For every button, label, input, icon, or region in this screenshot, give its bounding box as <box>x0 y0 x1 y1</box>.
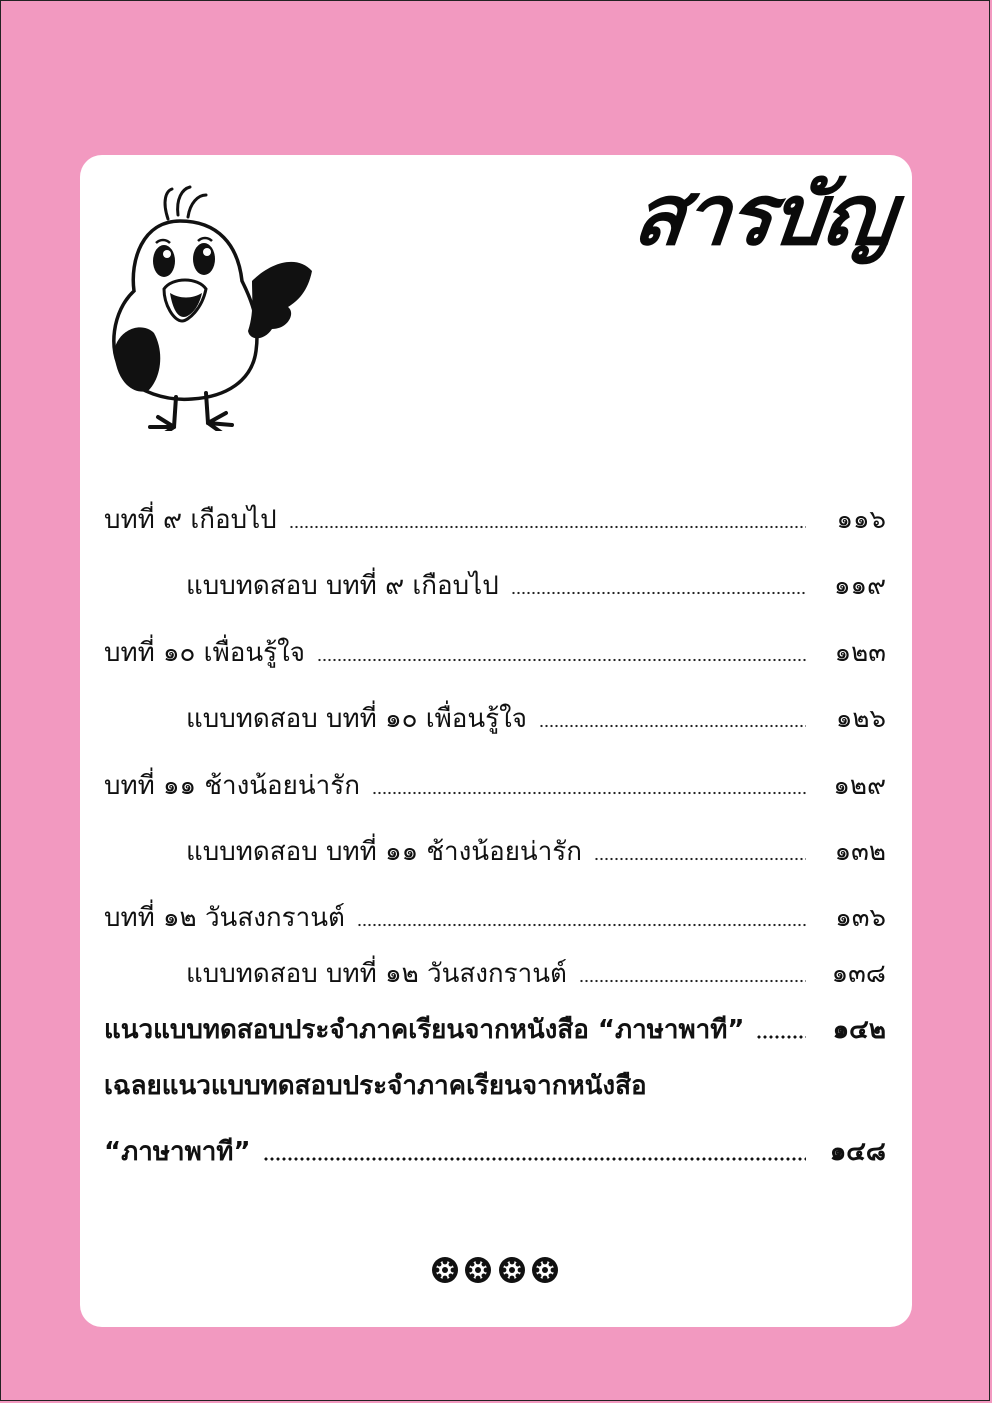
bird-mascot-icon <box>102 181 317 431</box>
toc-entry-label: บทที่ ๑๐ เพื่อนรู้ใจ <box>104 638 305 668</box>
toc-entry-page: ๑๔๒ <box>832 1015 886 1045</box>
end-ornament <box>430 1255 560 1291</box>
page-title: สารบัญ <box>628 166 898 264</box>
dot-leader <box>579 979 806 983</box>
toc-entry[interactable] <box>104 951 886 991</box>
dot-leader <box>756 1035 806 1039</box>
toc-entry-page: ๑๑๖ <box>836 505 886 535</box>
toc-entry[interactable] <box>104 829 886 869</box>
toc-entry[interactable] <box>104 630 886 670</box>
toc-entry[interactable] <box>104 763 886 803</box>
toc-entry-page: ๑๒๖ <box>835 704 886 734</box>
dot-leader <box>372 791 806 795</box>
toc-entry-page: ๑๓๒ <box>834 837 886 867</box>
toc-entry-label: บทที่ ๑๑ ช้างน้อยน่ารัก <box>104 771 360 801</box>
toc-entry[interactable] <box>104 696 886 736</box>
dot-leader <box>357 923 806 927</box>
toc-entry[interactable] <box>104 563 886 603</box>
toc-card <box>80 155 912 1327</box>
dot-leader <box>289 525 806 529</box>
dot-leader <box>539 724 806 728</box>
toc-entry-label: แบบทดสอบ บทที่ ๙ เกือบไป <box>186 571 499 601</box>
dot-leader <box>511 591 806 595</box>
toc-entry-page: ๑๒๙ <box>833 771 886 801</box>
toc-entry-page: ๑๒๓ <box>834 638 886 668</box>
toc-entry-label: บทที่ ๙ เกือบไป <box>104 505 277 535</box>
toc-entry-page: ๑๔๘ <box>829 1137 886 1167</box>
dot-leader <box>263 1157 806 1161</box>
toc-entry[interactable] <box>104 895 886 935</box>
flower-ornament-icon <box>430 1255 460 1285</box>
toc-entry-label: แนวแบบทดสอบประจำภาคเรียนจากหนังสือ “ภาษาพาที” <box>104 1015 745 1045</box>
toc-entry-page: ๑๓๘ <box>831 959 886 989</box>
toc-entry-label: “ภาษาพาที” <box>104 1137 251 1167</box>
toc-entry-page: ๑๓๖ <box>835 903 886 933</box>
dot-leader <box>317 658 806 662</box>
toc-entry-page: ๑๑๙ <box>833 571 886 601</box>
dot-leader <box>594 857 806 861</box>
flower-ornament-icon <box>497 1255 527 1285</box>
toc-entry-label: แบบทดสอบ บทที่ ๑๒ วันสงกรานต์ <box>186 959 567 989</box>
flower-ornament-icon <box>530 1255 560 1285</box>
toc-entry[interactable] <box>104 1063 886 1103</box>
toc-entry-label: บทที่ ๑๒ วันสงกรานต์ <box>104 903 345 933</box>
toc-entry[interactable] <box>104 1129 886 1169</box>
toc-entry-label: แบบทดสอบ บทที่ ๑๑ ช้างน้อยน่ารัก <box>186 837 583 867</box>
toc-entry-label: แบบทดสอบ บทที่ ๑๐ เพื่อนรู้ใจ <box>186 704 528 734</box>
toc-entry-label: เฉลยแนวแบบทดสอบประจำภาคเรียนจากหนังสือ <box>104 1071 647 1101</box>
toc-entry[interactable] <box>104 1007 886 1047</box>
toc-entry[interactable] <box>104 497 886 537</box>
flower-ornament-icon <box>463 1255 493 1285</box>
